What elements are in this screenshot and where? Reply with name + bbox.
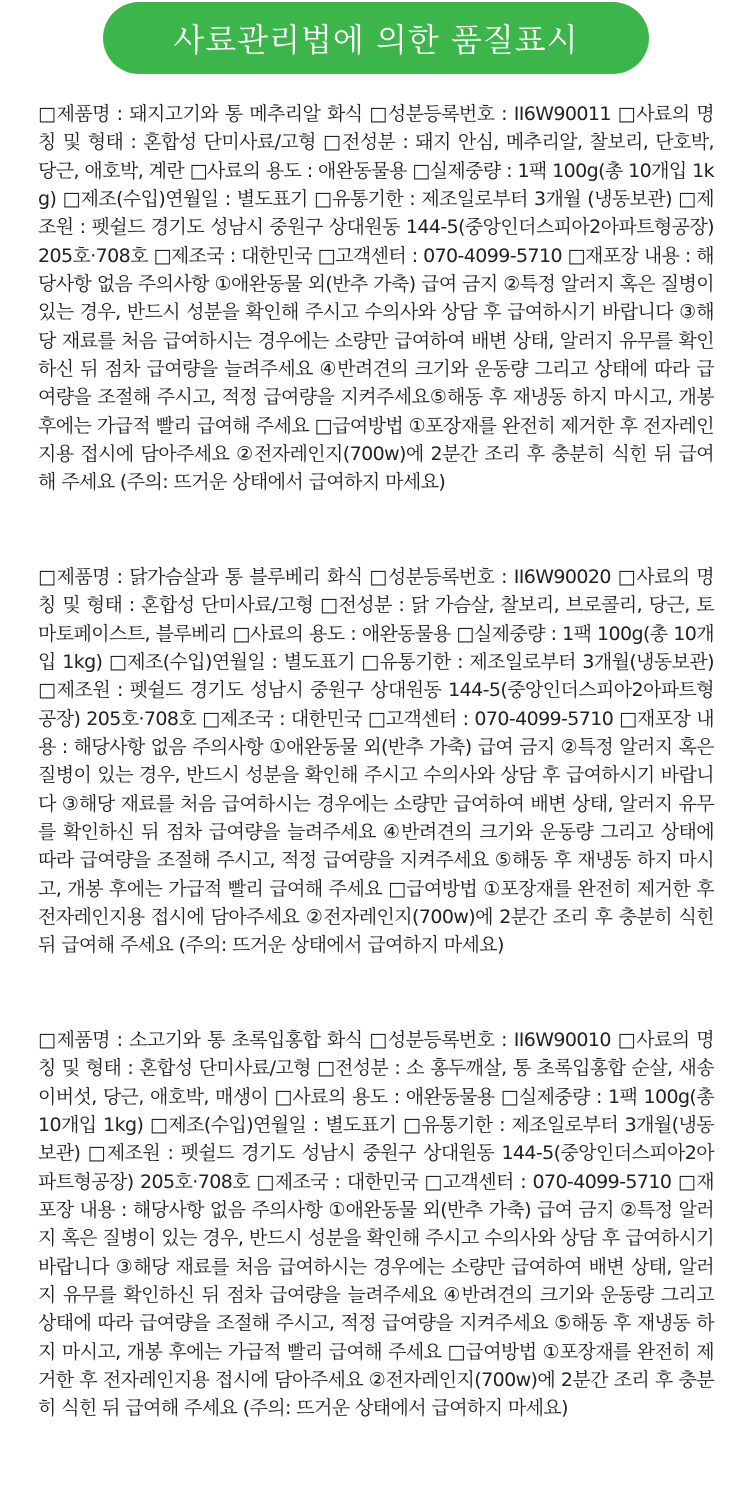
product-info-chicken: □제품명 : 닭가슴살과 통 블루베리 화식 □성분등록번호 : II6W90020 □사료의 명칭 및 형태 : 혼합성 단미사료/고형 □전성분 : 닭 가슴살, 찰보리, 브로콜리, 당근, 토마토페이스트, 블루베리 □사료의 용도 : 애완동물용 □실제중량 : 1팩 100g(총 10개입 1kg) □제조(수입)연월일 : 별도표기 □유통기한 : 제조일로부터 3개월(냉동보관) □제조원 : 펫쉴드 경기도 성남시 중원구 상대원동 144-5(중앙인더스피아2아파트형공장) 205호·708호 □제조국 : 대한민국 □고객센터 : 070-4099-5710 □재포장 내용 : 해당사항 없음 주의사항 ①애완동물 외(반추 가축) 급여 금지 ②특정 알러지 혹은 질병이 있는 경우, 반드시 성분을 확인해 주시고 수의사와 상담 후 급여하시기 바랍니다 ③해당 재료를 처음 급여하시는 경우에는 소량만 급여하여 배변 상태, 알러지 유무를 확인하신 뒤 점차 급여량을 늘려주세요 ④반려견의 크기와 운동량 그리고 상태에 따라 급여량을 조절해 주시고, 적정 급여량을 지켜주세요 ⑤해동 후 재냉동 하지 마시고, 개봉 후에는 가급적 빨리 급여해 주세요 □급여방법 ①포장재를 완전히 제거한 후 전자레인지용 접시에 담아주세요 ②전자레인지(700w)에 2분간 조리 후 충분히 식힌 뒤 급여해 주세요 (주의: 뜨거운 상태에서 급여하지 마세요) bbox=[38, 566, 714, 957]
title-banner bbox=[103, 2, 649, 74]
page-title: 사료관리법에 의한 품질표시 bbox=[173, 21, 579, 59]
product-info-beef: □제품명 : 소고기와 통 초록입홍합 화식 □성분등록번호 : II6W90010 □사료의 명칭 및 형태 : 혼합성 단미사료/고형 □전성분 : 소 홍두깨살, 통 초록입홍합 순살, 새송이버섯, 당근, 애호박, 매생이 □사료의 용도 : 애완동물용 □실제중량 : 1팩 100g(총 10개입 1kg) □제조(수입)연월일 : 별도표기 □유통기한 : 제조일로부터 3개월(냉동보관) □제조원 : 펫쉴드 경기도 성남시 중원구 상대원동 144-5(중앙인더스피아2아파트형공장) 205호·708호 □제조국 : 대한민국 □고객센터 : 070-4099-5710 □재포장 내용 : 해당사항 없음 주의사항 ①애완동물 외(반추 가축) 급여 금지 ②특정 알러지 혹은 질병이 있는 경우, 반드시 성분을 확인해 주시고 수의사와 상담 후 급여하시기 바랍니다 ③해당 재료를 처음 급여하시는 경우에는 소량만 급여하여 배변 상태, 알러지 유무를 확인하신 뒤 점차 급여량을 늘려주세요 ④반려견의 크기와 운동량 그리고 상태에 따라 급여량을 조절해 주시고, 적정 급여량을 지켜주세요 ⑤해동 후 재냉동 하지 마시고, 개봉 후에는 가급적 빨리 급여해 주세요 □급여방법 ①포장재를 완전히 제거한 후 전자레인지용 접시에 담아주세요 ②전자레인지(700w)에 2분간 조리 후 충분히 식힌 뒤 급여해 주세요 (주의: 뜨거운 상태에서 급여하지 마세요) bbox=[38, 1029, 714, 1420]
product-info-pork: □제품명 : 돼지고기와 통 메추리알 화식 □성분등록번호 : II6W90011 □사료의 명칭 및 형태 : 혼합성 단미사료/고형 □전성분 : 돼지 안심, 메추리알, 찰보리, 단호박, 당근, 애호박, 계란 □사료의 용도 : 애완동물용 □실제중량 : 1팩 100g(총 10개입 1kg) □제조(수입)연월일 : 별도표기 □유통기한 : 제조일로부터 3개월 (냉동보관) □제조원 : 펫쉴드 경기도 성남시 중원구 상대원동 144-5(중앙인더스피아2아파트형공장) 205호·708호 □제조국 : 대한민국 □고객센터 : 070-4099-5710 □재포장 내용 : 해당사항 없음 주의사항 ①애완동물 외(반추 가축) 급여 금지 ②특정 알러지 혹은 질병이 있는 경우, 반드시 성분을 확인해 주시고 수의사와 상담 후 급여하시기 바랍니다 ③해당 재료를 처음 급여하시는 경우에는 소량만 급여하여 배변 상태, 알러지 유무를 확인하신 뒤 점차 급여량을 늘려주세요 ④반려견의 크기와 운동량 그리고 상태에 따라 급여량을 조절해 주시고, 적정 급여량을 지켜주세요⑤해동 후 재냉동 하지 마시고, 개봉 후에는 가급적 빨리 급여해 주세요 □급여방법 ①포장재를 완전히 제거한 후 전자레인지용 접시에 담아주세요 ②전자레인지(700w)에 2분간 조리 후 충분히 식힌 뒤 급여해 주세요 (주의: 뜨거운 상태에서 급여하지 마세요) bbox=[38, 103, 714, 494]
